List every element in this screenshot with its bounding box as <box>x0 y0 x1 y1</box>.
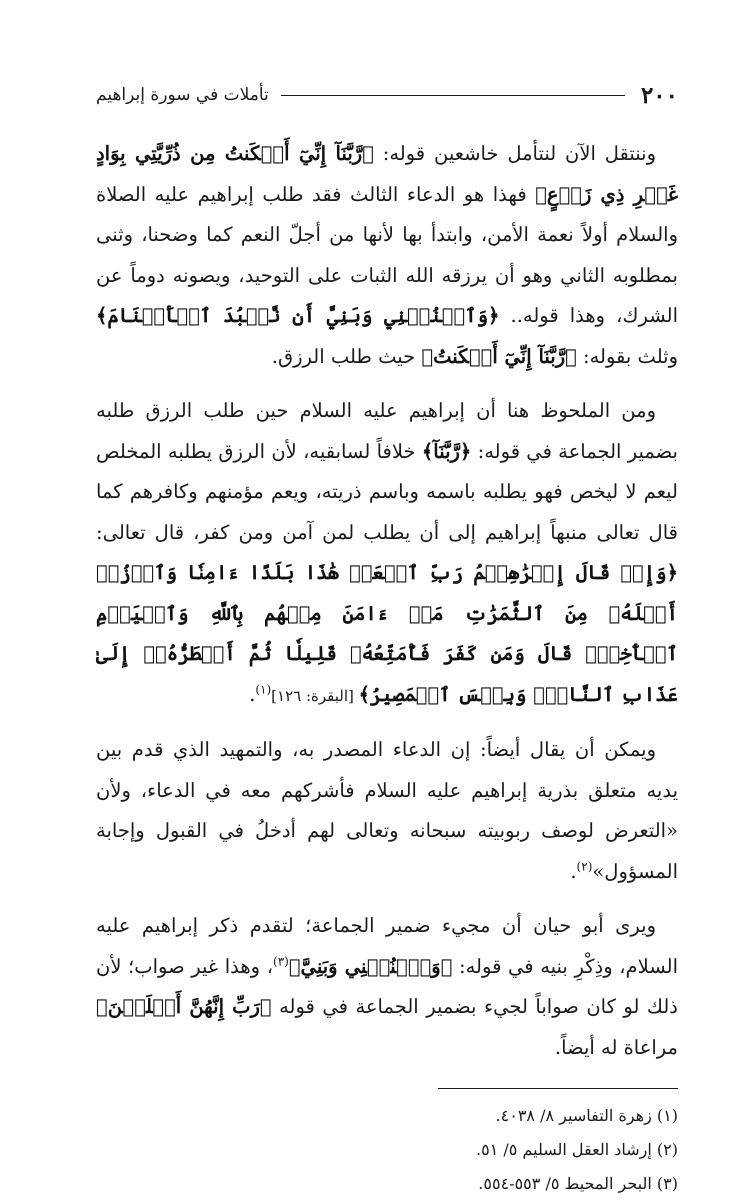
verse-reference: [البقرة: ١٢٦] <box>271 686 359 705</box>
body-text: ويرى أبو حيان أن مجيء ضمير الجماعة؛ لتقدم ذكر إبراهيم عليه السلام، وذِكْرِ بنيه في قوله: <box>96 914 678 978</box>
body-text: حيث طلب الرزق. <box>271 344 422 368</box>
body-text: خلافاً لسابقيه، لأن الرزق يطلبه المخلص ليعم لا ليخص فهو يطلبه باسمه وباسم ذريته، ويعم مؤمنهم وكافرهم كما قال تعالى منبهاً إبراهيم إلى أن يطلب لمن آمن ومن كفر، قال تعالى: <box>96 439 678 544</box>
body-text: . <box>570 859 577 883</box>
paragraph <box>96 906 678 1068</box>
quran-verse: ﴿وَٱجۡنُبۡنِي وَبَنِيَّ أَن نَّعۡبُدَ ٱلۡأَصۡنَامَ﴾ <box>96 304 500 327</box>
quran-verse: ﴿وَإِذۡ قَالَ إِبۡرَٰهِـۧمُ رَبِّ ٱجۡعَلۡ هَٰذَا بَلَدًا ءَامِنٗا وَٱرۡزُقۡ أَهۡلَهُۥ مِنَ ٱلثَّمَرَٰتِ مَنۡ ءَامَنَ مِنۡهُم بِٱللَّهِ وَٱلۡيَوۡمِ ٱلۡأٓخِرِۖ قَالَ وَمَن كَفَرَ فَأُمَتِّعُهُۥ قَلِيلٗا ثُمَّ أَضۡطَرُّهُۥٓ إِلَىٰ عَذَابِ ٱلنَّارِۖ وَبِئۡسَ ٱلۡمَصِيرُ﴾ <box>96 561 678 706</box>
running-title: تأملات في سورة إبراهيم <box>96 85 269 105</box>
page-number: ٢٠٠ <box>640 81 678 109</box>
footnote-marker: (١) <box>255 682 272 696</box>
paragraph <box>96 391 678 716</box>
footnotes <box>96 1099 678 1201</box>
body-text: وثلث بقوله: <box>576 344 678 368</box>
footnote: (١) زهرة التفاسير ٨/ ٤٠٣٨. <box>495 1106 678 1125</box>
footnote: (٢) إرشاد العقل السليم ٥/ ٥١. <box>476 1140 678 1159</box>
footnote-separator <box>438 1088 678 1089</box>
body-text: فهذا هو الدعاء الثالث فقد طلب إبراهيم عليه الصلاة والسلام أولاً نعمة الأمن، وابتدأ بها لأنها من أجلّ النعم كما وضحنا، وثنى بمطلوبه الثاني وهو أن يرزقه الله الثبات على التوحيد، ويصونه دوماً عن الشرك، وهذا قوله.. <box>96 182 678 327</box>
quran-verse: ﴿رَّبَّنَآ﴾ <box>421 439 472 463</box>
quran-verse: ﴿رَّبَّنَآ إِنِّيٓ أَسۡكَنتُ مِن ذُرِّيَّتِي بِوَادٍ غَيۡرِ ذِي زَرۡعٍ﴾ <box>96 142 678 206</box>
body-text: مراعاة له أيضاً. <box>554 1035 678 1059</box>
footnote: (٣) البحر المحيط ٥/ ٥٥٣-٥٥٤. <box>478 1174 678 1193</box>
quran-verse: ﴿رَبِّ إِنَّهُنَّ أَضۡلَلۡنَ﴾ <box>96 995 272 1018</box>
paragraph <box>96 134 678 377</box>
body-text: . <box>249 682 256 706</box>
quran-verse: ﴿وَٱجۡنُبۡنِي وَبَنِيَّ﴾ <box>288 954 453 978</box>
paragraph <box>96 730 678 892</box>
body-text: ، وهذا غير صواب؛ لأن ذلك لو كان صواباً لجيء بضمير الجماعة في قوله <box>96 954 678 1018</box>
body-text: وننتقل الآن لنتأمل خاشعين قوله: <box>373 142 657 165</box>
body-text: ومن الملحوظ هنا أن إبراهيم عليه السلام حين طلب الرزق طلبه بضمير الجماعة في قوله: <box>96 399 678 463</box>
quran-verse: ﴿رَّبَّنَآ إِنِّيٓ أَسۡكَنتُ﴾ <box>421 344 577 368</box>
header-rule <box>281 95 625 96</box>
book-page <box>96 78 678 1193</box>
footnote-marker: (٢) <box>576 859 593 873</box>
page-body <box>96 134 678 1068</box>
page-header <box>96 78 678 112</box>
body-text: ويمكن أن يقال أيضاً: إن الدعاء المصدر به، والتمهيد الذي قدم بين يديه متعلق بذرية إبراهيم عليه السلام فأشركهم معه في الدعاء، ولأن «التعرض لوصف ربوبيته سبحانه وتعالى لهم أدخلُ في القبول وإجابة المسؤول» <box>96 738 678 883</box>
footnote-marker: (٣) <box>273 954 289 968</box>
